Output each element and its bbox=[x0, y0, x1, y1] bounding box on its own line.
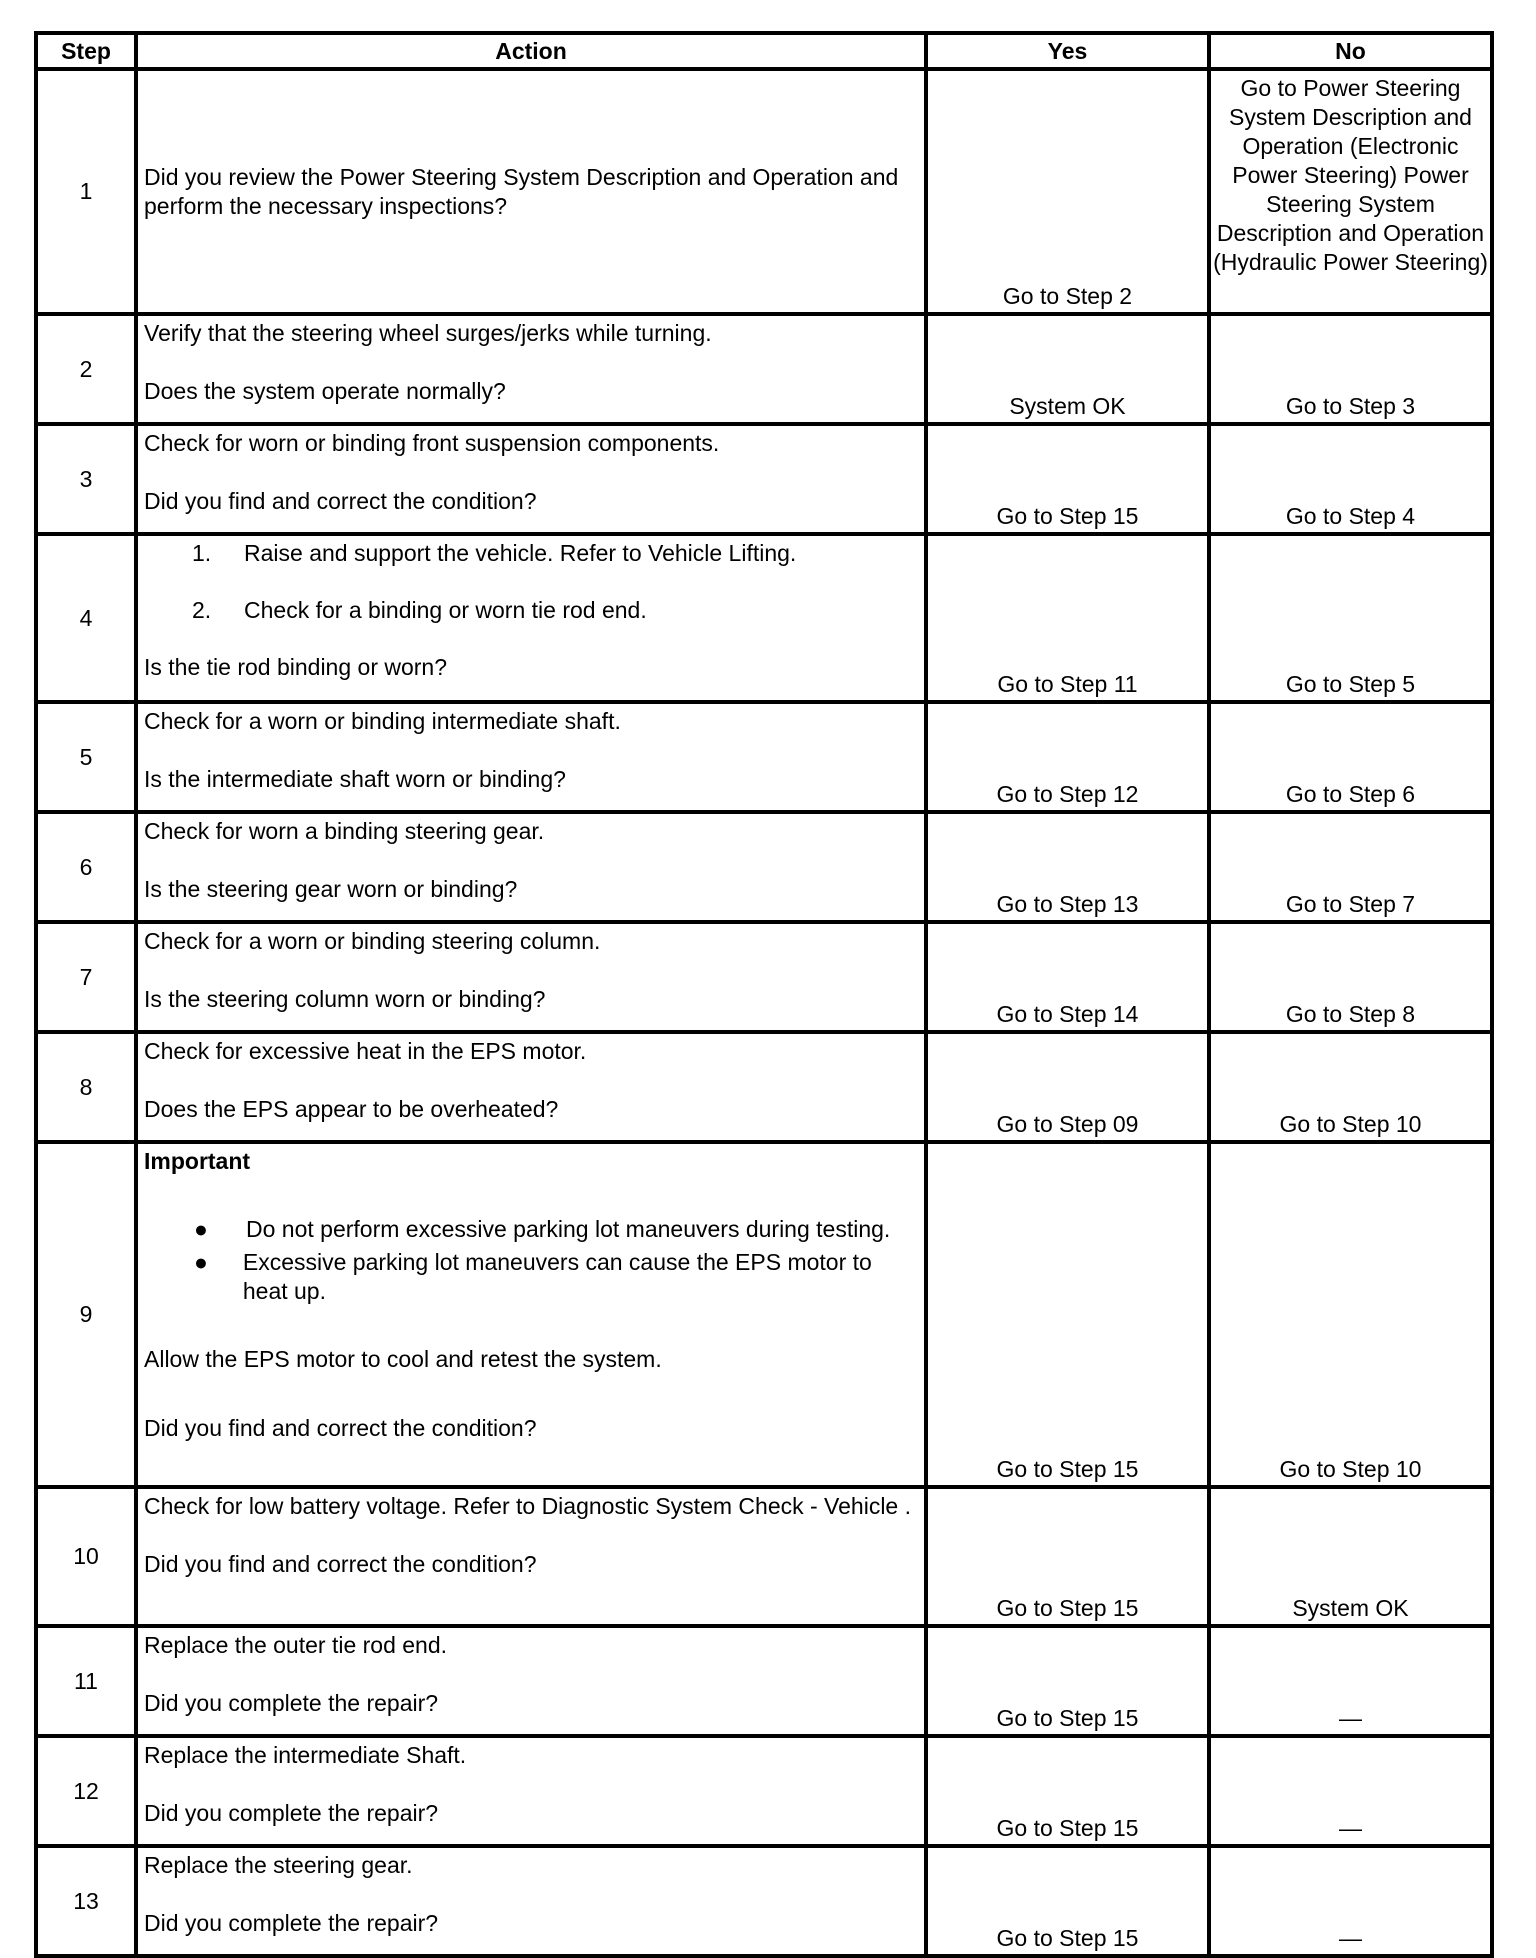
step-number: 13 bbox=[36, 1846, 136, 1956]
table-row bbox=[36, 314, 1492, 424]
action-instruction: Check for low battery voltage. Refer to Diagnostic System Check - Vehicle . bbox=[144, 1493, 911, 1519]
yes-cell: Go to Step 15 bbox=[926, 1846, 1209, 1956]
item-number: 1. bbox=[192, 540, 212, 566]
important-label: Important bbox=[144, 1148, 251, 1174]
no-cell: Go to Step 8 bbox=[1209, 922, 1492, 1032]
step-number: 8 bbox=[36, 1032, 136, 1142]
step-number: 9 bbox=[36, 1142, 136, 1487]
step-number: 12 bbox=[36, 1736, 136, 1846]
bullet-icon: ● bbox=[194, 1249, 208, 1275]
no-cell: System OK bbox=[1209, 1487, 1492, 1626]
table-row bbox=[36, 1846, 1492, 1956]
bullet-item bbox=[144, 1248, 918, 1306]
bullet-icon: ● bbox=[194, 1216, 208, 1242]
action-cell bbox=[136, 702, 926, 812]
action-cell bbox=[136, 922, 926, 1032]
action-question: Does the system operate normally? bbox=[144, 378, 506, 404]
item-text: Raise and support the vehicle. Refer to Vehicle Lifting. bbox=[244, 540, 797, 566]
step-number: 6 bbox=[36, 812, 136, 922]
table-row bbox=[36, 922, 1492, 1032]
table-row bbox=[36, 1032, 1492, 1142]
action-cell bbox=[136, 1846, 926, 1956]
no-cell: Go to Step 4 bbox=[1209, 424, 1492, 534]
yes-cell: Go to Step 11 bbox=[926, 534, 1209, 702]
numbered-item bbox=[144, 539, 918, 568]
action-question: Is the tie rod binding or worn? bbox=[144, 654, 448, 680]
yes-cell: Go to Step 2 bbox=[926, 69, 1209, 314]
yes-cell: Go to Step 15 bbox=[926, 1487, 1209, 1626]
no-cell: Go to Step 7 bbox=[1209, 812, 1492, 922]
diagnostic-table bbox=[34, 31, 1494, 1958]
action-cell bbox=[136, 1487, 926, 1626]
header-yes: Yes bbox=[926, 33, 1209, 69]
yes-cell: Go to Step 13 bbox=[926, 812, 1209, 922]
no-cell: Go to Step 6 bbox=[1209, 702, 1492, 812]
action-question: Is the intermediate shaft worn or binding? bbox=[144, 766, 566, 792]
yes-cell: System OK bbox=[926, 314, 1209, 424]
action-instruction: Allow the EPS motor to cool and retest the system. bbox=[144, 1346, 662, 1372]
action-cell bbox=[136, 424, 926, 534]
step-number: 11 bbox=[36, 1626, 136, 1736]
header-step: Step bbox=[36, 33, 136, 69]
yes-cell: Go to Step 15 bbox=[926, 1142, 1209, 1487]
action-question: Did you find and correct the condition? bbox=[144, 1551, 537, 1577]
action-cell bbox=[136, 69, 926, 314]
step-number: 1 bbox=[36, 69, 136, 314]
step-number: 2 bbox=[36, 314, 136, 424]
action-instruction: Check for a worn or binding steering column. bbox=[144, 928, 601, 954]
bullet-text: Do not perform excessive parking lot maneuvers during testing. bbox=[246, 1216, 891, 1242]
item-text: Check for a binding or worn tie rod end. bbox=[244, 597, 647, 623]
header-row bbox=[36, 33, 1492, 69]
action-instruction: Check for worn a binding steering gear. bbox=[144, 818, 545, 844]
action-question: Did you review the Power Steering System Description and Operation and perform the necessary inspections? bbox=[144, 164, 899, 219]
yes-cell: Go to Step 15 bbox=[926, 424, 1209, 534]
no-cell: — bbox=[1209, 1626, 1492, 1736]
table-row bbox=[36, 1626, 1492, 1736]
bullet-item bbox=[144, 1215, 918, 1244]
no-cell: Go to Power Steering System Description and Operation (Electronic Power Steering) Power Steering System Description and Operation (Hydraulic Power Steering) bbox=[1209, 69, 1492, 314]
action-instruction: Check for a worn or binding intermediate shaft. bbox=[144, 708, 621, 734]
action-question: Did you complete the repair? bbox=[144, 1800, 439, 1826]
header-no: No bbox=[1209, 33, 1492, 69]
yes-cell: Go to Step 14 bbox=[926, 922, 1209, 1032]
action-cell bbox=[136, 314, 926, 424]
step-number: 5 bbox=[36, 702, 136, 812]
yes-cell: Go to Step 15 bbox=[926, 1736, 1209, 1846]
table-row bbox=[36, 702, 1492, 812]
action-cell bbox=[136, 1626, 926, 1736]
table-row bbox=[36, 69, 1492, 314]
no-cell: Go to Step 3 bbox=[1209, 314, 1492, 424]
yes-cell: Go to Step 09 bbox=[926, 1032, 1209, 1142]
action-cell bbox=[136, 534, 926, 702]
table-row bbox=[36, 424, 1492, 534]
action-question: Does the EPS appear to be overheated? bbox=[144, 1096, 559, 1122]
action-instruction: Replace the outer tie rod end. bbox=[144, 1632, 448, 1658]
yes-cell: Go to Step 15 bbox=[926, 1626, 1209, 1736]
action-question: Is the steering gear worn or binding? bbox=[144, 876, 518, 902]
action-question: Did you find and correct the condition? bbox=[144, 488, 537, 514]
step-number: 7 bbox=[36, 922, 136, 1032]
table-row bbox=[36, 1142, 1492, 1487]
action-question: Did you complete the repair? bbox=[144, 1690, 439, 1716]
no-cell: — bbox=[1209, 1736, 1492, 1846]
header-action: Action bbox=[136, 33, 926, 69]
action-question: Is the steering column worn or binding? bbox=[144, 986, 546, 1012]
action-instruction: Check for worn or binding front suspension components. bbox=[144, 430, 720, 456]
no-cell: Go to Step 10 bbox=[1209, 1032, 1492, 1142]
action-cell bbox=[136, 812, 926, 922]
table-row bbox=[36, 534, 1492, 702]
bullet-text: Excessive parking lot maneuvers can cause the EPS motor to heat up. bbox=[242, 1249, 872, 1304]
action-instruction: Replace the steering gear. bbox=[144, 1852, 413, 1878]
action-cell bbox=[136, 1032, 926, 1142]
no-cell: — bbox=[1209, 1846, 1492, 1956]
action-question: Did you complete the repair? bbox=[144, 1910, 439, 1936]
action-instruction: Check for excessive heat in the EPS motor. bbox=[144, 1038, 587, 1064]
action-question: Did you find and correct the condition? bbox=[144, 1415, 537, 1441]
no-cell: Go to Step 5 bbox=[1209, 534, 1492, 702]
action-instruction: Verify that the steering wheel surges/jerks while turning. bbox=[144, 320, 712, 346]
step-number: 3 bbox=[36, 424, 136, 534]
action-cell bbox=[136, 1142, 926, 1487]
no-cell: Go to Step 10 bbox=[1209, 1142, 1492, 1487]
yes-cell: Go to Step 12 bbox=[926, 702, 1209, 812]
table-row bbox=[36, 812, 1492, 922]
action-instruction: Replace the intermediate Shaft. bbox=[144, 1742, 467, 1768]
action-cell bbox=[136, 1736, 926, 1846]
step-number: 4 bbox=[36, 534, 136, 702]
table-row bbox=[36, 1736, 1492, 1846]
table-row bbox=[36, 1487, 1492, 1626]
step-number: 10 bbox=[36, 1487, 136, 1626]
item-number: 2. bbox=[192, 597, 212, 623]
numbered-item bbox=[144, 596, 918, 625]
